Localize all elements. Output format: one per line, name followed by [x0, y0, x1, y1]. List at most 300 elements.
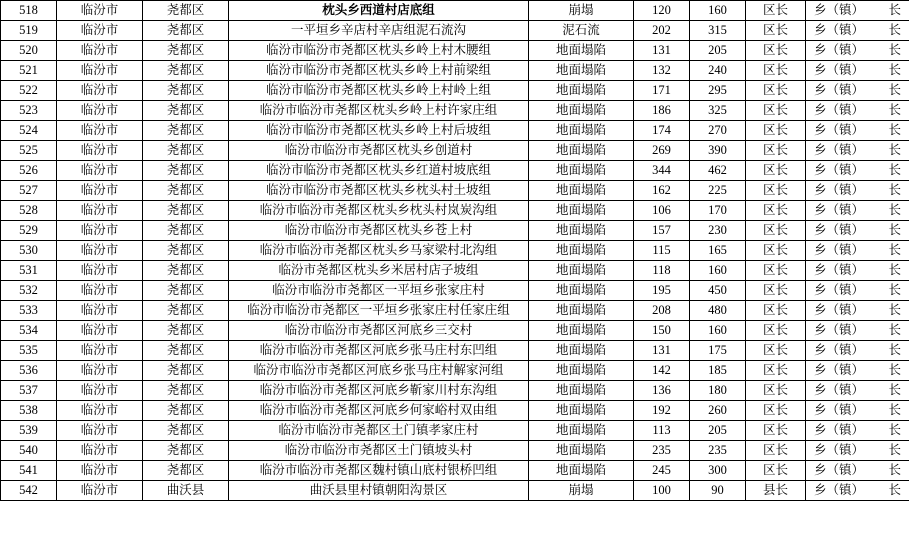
cell-county: 尧都区	[143, 321, 229, 341]
cell-responsible-1: 区长	[746, 41, 806, 61]
cell-disaster-type: 地面塌陷	[529, 421, 634, 441]
cell-county: 尧都区	[143, 141, 229, 161]
table-row	[1, 241, 909, 261]
cell-responsible-1: 区长	[746, 161, 806, 181]
cell-index: 526	[1, 161, 57, 181]
cell-disaster-type: 地面塌陷	[529, 401, 634, 421]
cell-city: 临汾市	[57, 61, 143, 81]
cell-disaster-type: 泥石流	[529, 21, 634, 41]
cell-value-1: 202	[634, 21, 690, 41]
table-row	[1, 281, 909, 301]
township-label: 乡（镇）	[814, 122, 865, 137]
township-label: 乡（镇）	[814, 82, 865, 97]
cell-name: 临汾市临汾市尧都区枕头乡岭上村岭上组	[229, 81, 529, 101]
township-label: 乡（镇）	[814, 382, 865, 397]
cell-disaster-type: 地面塌陷	[529, 201, 634, 221]
cell-value-1: 136	[634, 381, 690, 401]
cell-disaster-type: 地面塌陷	[529, 281, 634, 301]
table-row	[1, 381, 909, 401]
cell-responsible-2	[806, 261, 909, 281]
cell-value-2: 160	[690, 261, 746, 281]
cell-index: 525	[1, 141, 57, 161]
table-row	[1, 201, 909, 221]
cell-disaster-type: 地面塌陷	[529, 261, 634, 281]
cell-disaster-type: 地面塌陷	[529, 221, 634, 241]
cell-value-2: 325	[690, 101, 746, 121]
cell-index: 542	[1, 481, 57, 501]
cell-value-2: 170	[690, 201, 746, 221]
cell-responsible-2	[806, 161, 909, 181]
township-chief-label: 长	[888, 222, 901, 237]
cell-disaster-type: 地面塌陷	[529, 61, 634, 81]
table-row	[1, 261, 909, 281]
cell-city: 临汾市	[57, 101, 143, 121]
cell-responsible-1: 区长	[746, 121, 806, 141]
cell-name: 临汾市临汾市尧都区一平垣乡张家庄村任家庄组	[229, 301, 529, 321]
cell-responsible-2	[806, 401, 909, 421]
cell-city: 临汾市	[57, 241, 143, 261]
cell-responsible-1: 区长	[746, 181, 806, 201]
cell-county: 尧都区	[143, 81, 229, 101]
cell-city: 临汾市	[57, 41, 143, 61]
cell-value-2: 295	[690, 81, 746, 101]
table-row	[1, 41, 909, 61]
cell-name: 临汾市尧都区枕头乡米居村店子坡组	[229, 261, 529, 281]
cell-value-1: 245	[634, 461, 690, 481]
cell-disaster-type: 地面塌陷	[529, 161, 634, 181]
cell-city: 临汾市	[57, 381, 143, 401]
township-label: 乡（镇）	[814, 202, 865, 217]
table-row	[1, 481, 909, 501]
cell-county: 曲沃县	[143, 481, 229, 501]
cell-responsible-2	[806, 421, 909, 441]
cell-city: 临汾市	[57, 281, 143, 301]
cell-responsible-2	[806, 81, 909, 101]
cell-responsible-1: 区长	[746, 221, 806, 241]
cell-responsible-1: 区长	[746, 421, 806, 441]
township-chief-label: 长	[888, 422, 901, 437]
cell-disaster-type: 地面塌陷	[529, 181, 634, 201]
township-label: 乡（镇）	[814, 22, 865, 37]
cell-responsible-1: 区长	[746, 301, 806, 321]
cell-index: 523	[1, 101, 57, 121]
township-chief-label: 长	[888, 102, 901, 117]
cell-county: 尧都区	[143, 61, 229, 81]
cell-city: 临汾市	[57, 21, 143, 41]
township-label: 乡（镇）	[814, 402, 865, 417]
township-label: 乡（镇）	[814, 322, 865, 337]
cell-county: 尧都区	[143, 161, 229, 181]
township-label: 乡（镇）	[814, 222, 865, 237]
township-label: 乡（镇）	[814, 242, 865, 257]
cell-value-1: 113	[634, 421, 690, 441]
cell-city: 临汾市	[57, 301, 143, 321]
cell-value-2: 90	[690, 481, 746, 501]
cell-county: 尧都区	[143, 281, 229, 301]
cell-disaster-type: 地面塌陷	[529, 461, 634, 481]
cell-name: 临汾市临汾市尧都区枕头乡枕头村岚炭沟组	[229, 201, 529, 221]
table-row	[1, 221, 909, 241]
township-label: 乡（镇）	[814, 462, 865, 477]
cell-value-1: 269	[634, 141, 690, 161]
cell-responsible-1: 区长	[746, 61, 806, 81]
cell-city: 临汾市	[57, 181, 143, 201]
cell-index: 527	[1, 181, 57, 201]
cell-name: 临汾市临汾市尧都区枕头乡岭上村木腰组	[229, 41, 529, 61]
cell-disaster-type: 地面塌陷	[529, 441, 634, 461]
cell-responsible-2	[806, 461, 909, 481]
cell-county: 尧都区	[143, 441, 229, 461]
table-row	[1, 81, 909, 101]
township-chief-label: 长	[888, 82, 901, 97]
cell-county: 尧都区	[143, 41, 229, 61]
cell-value-2: 205	[690, 41, 746, 61]
township-label: 乡（镇）	[814, 362, 865, 377]
cell-responsible-2	[806, 61, 909, 81]
cell-responsible-2	[806, 101, 909, 121]
cell-name: 临汾市临汾市尧都区枕头乡红道村坡底组	[229, 161, 529, 181]
cell-county: 尧都区	[143, 101, 229, 121]
township-label: 乡（镇）	[814, 482, 865, 497]
cell-name: 临汾市临汾市尧都区枕头乡创道村	[229, 141, 529, 161]
cell-name: 枕头乡西道村店底组	[229, 1, 529, 21]
cell-index: 530	[1, 241, 57, 261]
cell-responsible-2	[806, 341, 909, 361]
cell-city: 临汾市	[57, 221, 143, 241]
cell-responsible-2	[806, 481, 909, 501]
township-label: 乡（镇）	[814, 262, 865, 277]
cell-disaster-type: 地面塌陷	[529, 381, 634, 401]
township-chief-label: 长	[888, 202, 901, 217]
table-row	[1, 461, 909, 481]
cell-name: 临汾市临汾市尧都区枕头乡枕头村土坡组	[229, 181, 529, 201]
cell-responsible-2	[806, 381, 909, 401]
cell-value-1: 235	[634, 441, 690, 461]
cell-county: 尧都区	[143, 221, 229, 241]
cell-index: 521	[1, 61, 57, 81]
township-label: 乡（镇）	[814, 182, 865, 197]
cell-responsible-2	[806, 121, 909, 141]
table-row	[1, 361, 909, 381]
cell-name: 一平垣乡辛店村辛店组泥石流沟	[229, 21, 529, 41]
cell-value-1: 100	[634, 481, 690, 501]
township-chief-label: 长	[888, 362, 901, 377]
cell-value-1: 162	[634, 181, 690, 201]
township-chief-label: 长	[888, 462, 901, 477]
cell-value-2: 462	[690, 161, 746, 181]
cell-city: 临汾市	[57, 321, 143, 341]
cell-responsible-1: 区长	[746, 341, 806, 361]
cell-responsible-1: 区长	[746, 321, 806, 341]
cell-value-1: 142	[634, 361, 690, 381]
cell-name: 临汾市临汾市尧都区土门镇孝家庄村	[229, 421, 529, 441]
cell-responsible-1: 区长	[746, 401, 806, 421]
cell-index: 534	[1, 321, 57, 341]
township-label: 乡（镇）	[814, 62, 865, 77]
cell-city: 临汾市	[57, 161, 143, 181]
cell-county: 尧都区	[143, 181, 229, 201]
cell-index: 528	[1, 201, 57, 221]
township-label: 乡（镇）	[814, 442, 865, 457]
township-chief-label: 长	[888, 482, 901, 497]
table-row	[1, 21, 909, 41]
cell-value-2: 270	[690, 121, 746, 141]
cell-disaster-type: 地面塌陷	[529, 81, 634, 101]
cell-value-2: 240	[690, 61, 746, 81]
cell-value-2: 450	[690, 281, 746, 301]
cell-index: 524	[1, 121, 57, 141]
cell-index: 522	[1, 81, 57, 101]
cell-city: 临汾市	[57, 481, 143, 501]
cell-index: 520	[1, 41, 57, 61]
cell-city: 临汾市	[57, 81, 143, 101]
cell-index: 532	[1, 281, 57, 301]
township-chief-label: 长	[888, 122, 901, 137]
cell-disaster-type: 地面塌陷	[529, 121, 634, 141]
cell-value-1: 106	[634, 201, 690, 221]
cell-responsible-2	[806, 221, 909, 241]
township-chief-label: 长	[888, 62, 901, 77]
cell-index: 533	[1, 301, 57, 321]
table-row	[1, 421, 909, 441]
township-chief-label: 长	[888, 162, 901, 177]
cell-value-2: 390	[690, 141, 746, 161]
table-row	[1, 101, 909, 121]
cell-responsible-1: 区长	[746, 101, 806, 121]
cell-disaster-type: 地面塌陷	[529, 101, 634, 121]
table-row	[1, 121, 909, 141]
cell-responsible-2	[806, 241, 909, 261]
cell-index: 541	[1, 461, 57, 481]
cell-disaster-type: 地面塌陷	[529, 301, 634, 321]
cell-value-2: 480	[690, 301, 746, 321]
cell-index: 535	[1, 341, 57, 361]
cell-value-1: 208	[634, 301, 690, 321]
cell-value-2: 180	[690, 381, 746, 401]
cell-city: 临汾市	[57, 141, 143, 161]
cell-value-1: 157	[634, 221, 690, 241]
table-row	[1, 61, 909, 81]
cell-index: 536	[1, 361, 57, 381]
cell-name: 临汾市临汾市尧都区土门镇坡头村	[229, 441, 529, 461]
township-chief-label: 长	[888, 342, 901, 357]
cell-disaster-type: 地面塌陷	[529, 361, 634, 381]
cell-disaster-type: 地面塌陷	[529, 241, 634, 261]
township-label: 乡（镇）	[814, 162, 865, 177]
cell-index: 540	[1, 441, 57, 461]
cell-city: 临汾市	[57, 261, 143, 281]
township-chief-label: 长	[888, 402, 901, 417]
township-chief-label: 长	[888, 182, 901, 197]
table-row	[1, 341, 909, 361]
township-chief-label: 长	[888, 2, 901, 17]
township-label: 乡（镇）	[814, 102, 865, 117]
township-label: 乡（镇）	[814, 302, 865, 317]
cell-name: 临汾市临汾市尧都区枕头乡岭上村前梁组	[229, 61, 529, 81]
cell-responsible-2	[806, 441, 909, 461]
cell-value-1: 186	[634, 101, 690, 121]
cell-responsible-2	[806, 361, 909, 381]
cell-value-1: 131	[634, 41, 690, 61]
cell-responsible-1: 区长	[746, 201, 806, 221]
cell-name: 临汾市临汾市尧都区河底乡张马庄村解家河组	[229, 361, 529, 381]
cell-responsible-1: 区长	[746, 441, 806, 461]
township-chief-label: 长	[888, 242, 901, 257]
cell-value-1: 120	[634, 1, 690, 21]
cell-responsible-2	[806, 21, 909, 41]
cell-responsible-1: 区长	[746, 21, 806, 41]
cell-disaster-type: 崩塌	[529, 481, 634, 501]
cell-county: 尧都区	[143, 241, 229, 261]
cell-responsible-1: 县长	[746, 481, 806, 501]
cell-index: 519	[1, 21, 57, 41]
cell-value-2: 185	[690, 361, 746, 381]
cell-index: 538	[1, 401, 57, 421]
township-label: 乡（镇）	[814, 42, 865, 57]
cell-responsible-1: 区长	[746, 461, 806, 481]
cell-city: 临汾市	[57, 441, 143, 461]
cell-name: 临汾市临汾市尧都区枕头乡马家梁村北沟组	[229, 241, 529, 261]
cell-name: 临汾市临汾市尧都区河底乡张马庄村东凹组	[229, 341, 529, 361]
township-label: 乡（镇）	[814, 142, 865, 157]
cell-name: 临汾市临汾市尧都区魏村镇山底村银桥凹组	[229, 461, 529, 481]
cell-city: 临汾市	[57, 341, 143, 361]
cell-county: 尧都区	[143, 1, 229, 21]
cell-name: 临汾市临汾市尧都区河底乡靳家川村东沟组	[229, 381, 529, 401]
cell-value-2: 230	[690, 221, 746, 241]
cell-county: 尧都区	[143, 301, 229, 321]
cell-value-2: 235	[690, 441, 746, 461]
cell-county: 尧都区	[143, 261, 229, 281]
cell-value-1: 174	[634, 121, 690, 141]
cell-value-2: 160	[690, 321, 746, 341]
cell-county: 尧都区	[143, 21, 229, 41]
cell-disaster-type: 地面塌陷	[529, 321, 634, 341]
cell-value-1: 132	[634, 61, 690, 81]
table-row	[1, 441, 909, 461]
cell-index: 531	[1, 261, 57, 281]
cell-name: 临汾市临汾市尧都区一平垣乡张家庄村	[229, 281, 529, 301]
cell-responsible-2	[806, 321, 909, 341]
cell-index: 537	[1, 381, 57, 401]
cell-disaster-type: 地面塌陷	[529, 141, 634, 161]
cell-value-2: 225	[690, 181, 746, 201]
cell-responsible-2	[806, 301, 909, 321]
cell-name: 临汾市临汾市尧都区河底乡三交村	[229, 321, 529, 341]
cell-county: 尧都区	[143, 201, 229, 221]
cell-name: 临汾市临汾市尧都区枕头乡岭上村许家庄组	[229, 101, 529, 121]
cell-county: 尧都区	[143, 341, 229, 361]
township-label: 乡（镇）	[814, 282, 865, 297]
cell-value-1: 115	[634, 241, 690, 261]
township-label: 乡（镇）	[814, 2, 865, 17]
cell-disaster-type: 崩塌	[529, 1, 634, 21]
township-label: 乡（镇）	[814, 342, 865, 357]
table-row	[1, 141, 909, 161]
cell-index: 529	[1, 221, 57, 241]
cell-county: 尧都区	[143, 461, 229, 481]
township-chief-label: 长	[888, 262, 901, 277]
township-chief-label: 长	[888, 382, 901, 397]
cell-county: 尧都区	[143, 121, 229, 141]
cell-responsible-2	[806, 41, 909, 61]
cell-responsible-1: 区长	[746, 1, 806, 21]
cell-disaster-type: 地面塌陷	[529, 41, 634, 61]
township-chief-label: 长	[888, 442, 901, 457]
cell-value-2: 205	[690, 421, 746, 441]
township-chief-label: 长	[888, 282, 901, 297]
cell-city: 临汾市	[57, 1, 143, 21]
cell-value-2: 260	[690, 401, 746, 421]
cell-value-1: 344	[634, 161, 690, 181]
cell-responsible-1: 区长	[746, 261, 806, 281]
cell-name: 临汾市临汾市尧都区枕头乡岭上村后坡组	[229, 121, 529, 141]
cell-responsible-1: 区长	[746, 141, 806, 161]
cell-responsible-1: 区长	[746, 381, 806, 401]
cell-value-2: 315	[690, 21, 746, 41]
cell-city: 临汾市	[57, 201, 143, 221]
table-body	[1, 1, 909, 501]
cell-county: 尧都区	[143, 381, 229, 401]
cell-responsible-1: 区长	[746, 241, 806, 261]
cell-city: 临汾市	[57, 421, 143, 441]
cell-name: 临汾市临汾市尧都区枕头乡苍上村	[229, 221, 529, 241]
cell-responsible-1: 区长	[746, 361, 806, 381]
cell-responsible-2	[806, 281, 909, 301]
table-row	[1, 401, 909, 421]
table-row	[1, 161, 909, 181]
cell-responsible-2	[806, 1, 909, 21]
cell-index: 518	[1, 1, 57, 21]
township-label: 乡（镇）	[814, 422, 865, 437]
township-chief-label: 长	[888, 42, 901, 57]
township-chief-label: 长	[888, 302, 901, 317]
cell-value-2: 300	[690, 461, 746, 481]
cell-value-2: 165	[690, 241, 746, 261]
cell-county: 尧都区	[143, 361, 229, 381]
cell-county: 尧都区	[143, 401, 229, 421]
table-row	[1, 1, 909, 21]
cell-value-1: 131	[634, 341, 690, 361]
cell-value-1: 118	[634, 261, 690, 281]
cell-city: 临汾市	[57, 121, 143, 141]
cell-responsible-2	[806, 201, 909, 221]
table-row	[1, 321, 909, 341]
cell-value-2: 175	[690, 341, 746, 361]
cell-value-1: 192	[634, 401, 690, 421]
cell-responsible-2	[806, 181, 909, 201]
cell-index: 539	[1, 421, 57, 441]
cell-value-1: 150	[634, 321, 690, 341]
cell-city: 临汾市	[57, 361, 143, 381]
cell-name: 临汾市临汾市尧都区河底乡何家峪村双由组	[229, 401, 529, 421]
township-chief-label: 长	[888, 22, 901, 37]
township-chief-label: 长	[888, 142, 901, 157]
cell-value-1: 171	[634, 81, 690, 101]
table-row	[1, 181, 909, 201]
cell-value-2: 160	[690, 1, 746, 21]
cell-city: 临汾市	[57, 401, 143, 421]
cell-value-1: 195	[634, 281, 690, 301]
cell-disaster-type: 地面塌陷	[529, 341, 634, 361]
cell-county: 尧都区	[143, 421, 229, 441]
table-row	[1, 301, 909, 321]
cell-responsible-2	[806, 141, 909, 161]
cell-responsible-1: 区长	[746, 281, 806, 301]
township-chief-label: 长	[888, 322, 901, 337]
cell-city: 临汾市	[57, 461, 143, 481]
cell-responsible-1: 区长	[746, 81, 806, 101]
